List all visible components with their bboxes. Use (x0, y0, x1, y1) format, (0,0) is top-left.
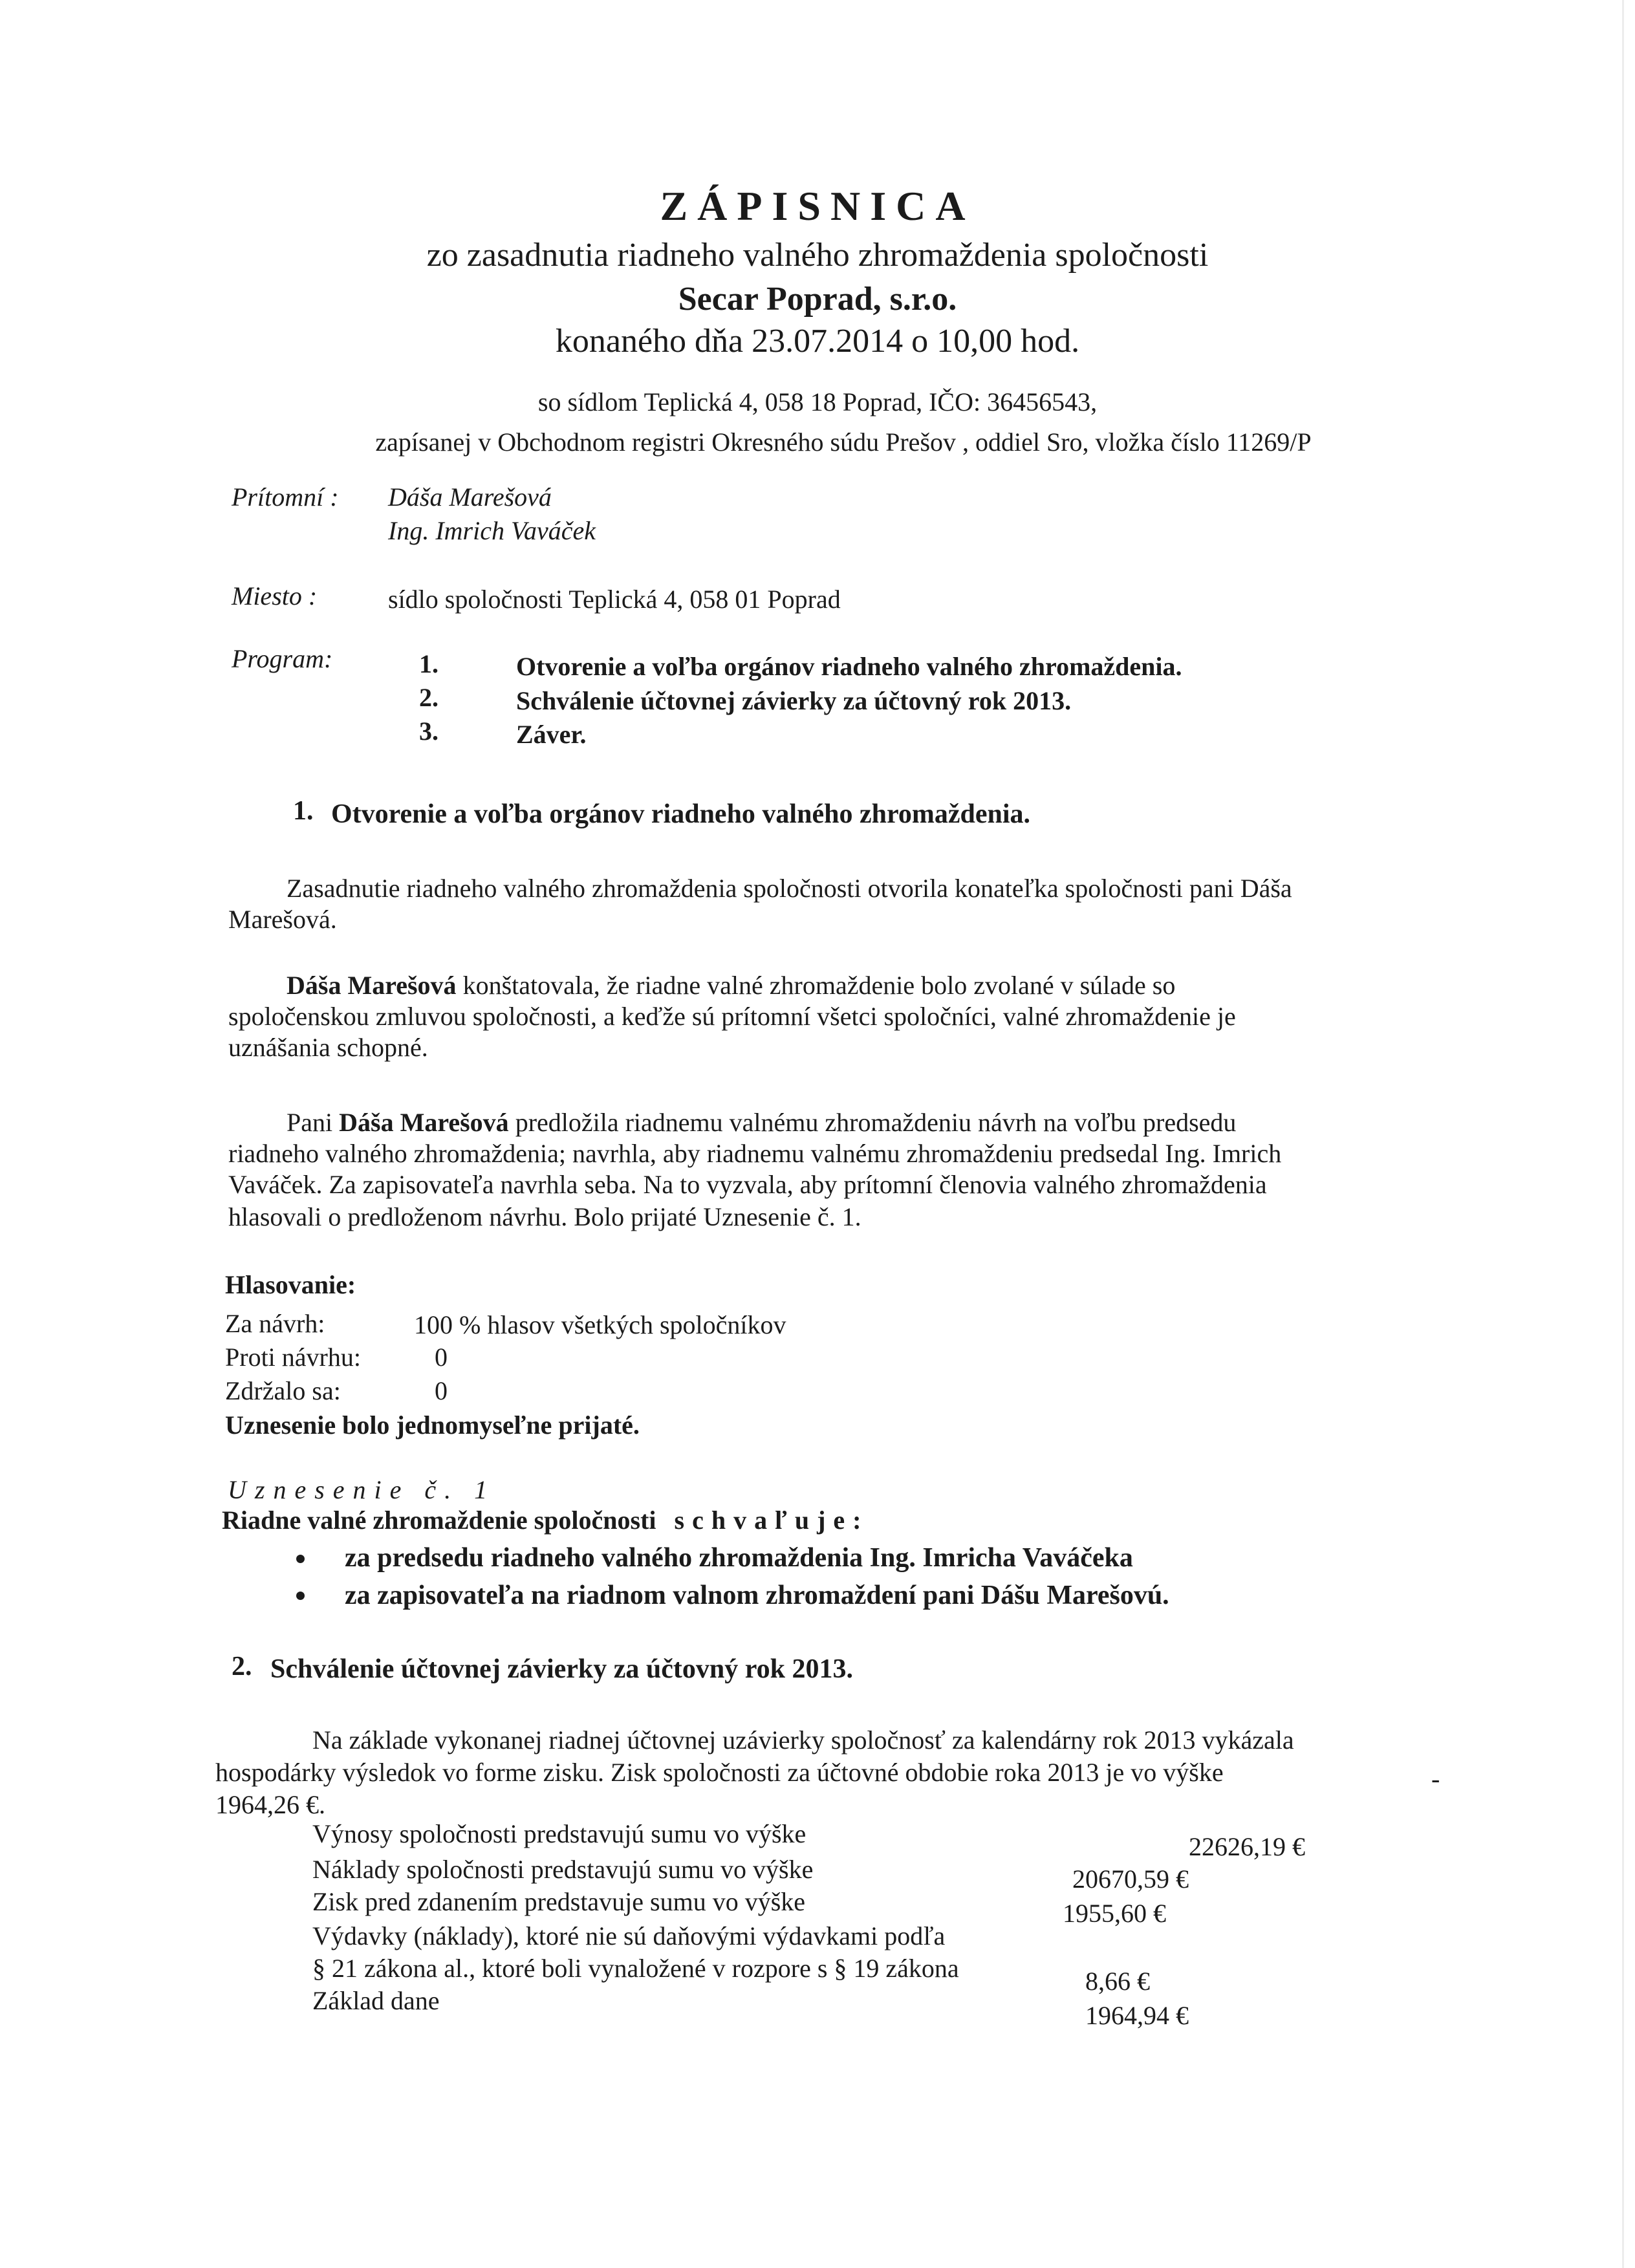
section2-dash: - (1431, 1764, 1440, 1793)
program-label: Program: (232, 644, 333, 673)
voting-title: Hlasovanie: (225, 1270, 356, 1299)
section1-paragraph-line: hlasovali o predloženom návrhu. Bolo prijaté Uznesenie č. 1. (228, 1202, 861, 1231)
section1-paragraph-line: spoločenskou zmluvou spoločnosti, a keďže sú prítomní všetci spoločníci, valné zhromaždenie je (228, 1002, 1236, 1031)
company-name: Secar Poprad, s.r.o. (678, 281, 957, 318)
bullet-icon (296, 1592, 305, 1600)
person-name: Dáša Marešová (287, 971, 457, 1000)
vote-against-label: Proti návrhu: (225, 1343, 361, 1372)
section2-number: 2. (232, 1652, 252, 1681)
attendee-name: Dáša Marešová (388, 482, 552, 512)
registry-line: zapísanej v Obchodnom registri Okresného súdu Prešov , oddiel Sro, vložka číslo 11269/P (375, 427, 1312, 457)
section1-paragraph-line: riadneho valného zhromaždenia; navrhla, aby riadnemu valnému zhromaždeniu predsedal Ing. Imrich (228, 1139, 1282, 1168)
resolution-intro: Riadne valné zhromaždenie spoločnosti schvaľuje: (222, 1506, 869, 1535)
section1-paragraph-line: uznášania schopné. (228, 1033, 428, 1062)
resolution-bullet: za predsedu riadneho valného zhromaždenia Ing. Imricha Vaváčeka (345, 1543, 1133, 1573)
section1-paragraph-line: Vaváček. Za zapisovateľa navrhla seba. Na to vyzvala, aby prítomní členovia valného zhromaždenia (228, 1170, 1267, 1199)
resolution-verb: schvaľuje: (674, 1506, 869, 1535)
section1-paragraph-line: Dáša Marešová konštatovala, že riadne valné zhromaždenie bolo zvolané v súlade so (287, 971, 1176, 1000)
vote-abstain-label: Zdržalo sa: (225, 1376, 341, 1405)
financial-row-label: § 21 zákona al., ktoré boli vynaložené v rozpore s § 19 zákona (312, 1954, 959, 1983)
program-item-text: Schválenie účtovnej závierky za účtovný rok 2013. (516, 686, 1072, 715)
section2-paragraph-line: 1964,26 €. (215, 1790, 325, 1819)
seat-line: so sídlom Teplická 4, 058 18 Poprad, IČO: 36456543, (537, 387, 1098, 416)
financial-row-value: 8,66 € (1085, 1967, 1150, 1996)
resolution-title: Uznesenie č. 1 (228, 1475, 496, 1504)
attendee-name: Ing. Imrich Vaváček (388, 516, 596, 545)
section1-paragraph-line: Marešová. (228, 905, 337, 934)
document-subtitle: zo zasadnutia riadneho valného zhromaždenia spoločnosti (426, 237, 1209, 274)
attendees-label: Prítomní : (232, 482, 339, 512)
resolution-bullet: za zapisovateľa na riadnom valnom zhromaždení pani Dášu Marešovú. (345, 1581, 1169, 1610)
program-item-text: Záver. (516, 720, 587, 749)
voting-result: Uznesenie bolo jednomyseľne prijaté. (225, 1410, 640, 1440)
financial-row-label: Výnosy spoločnosti predstavujú sumu vo výške (312, 1819, 807, 1848)
financial-row-value: 1964,94 € (1085, 2001, 1189, 2030)
financial-row-value: 1955,60 € (1063, 1899, 1166, 1928)
section1-number: 1. (293, 796, 314, 826)
financial-row-label: Zisk pred zdanením predstavuje sumu vo výške (312, 1887, 806, 1916)
program-item-number: 2. (419, 683, 439, 712)
section2-paragraph-line: Na základe vykonanej riadnej účtovnej uzávierky spoločnosť za kalendárny rok 2013 vykázala (312, 1725, 1294, 1755)
meeting-date: konaného dňa 23.07.2014 o 10,00 hod. (555, 323, 1080, 360)
section1-paragraph-line: Zasadnutie riadneho valného zhromaždenia spoločnosti otvorila konateľka spoločnosti pani Dáša (287, 874, 1292, 903)
vote-for-value: 100 % hlasov všetkých spoločníkov (414, 1310, 786, 1339)
section1-paragraph-line: Pani Dáša Marešová predložila riadnemu valnému zhromaždeniu návrh na voľbu predsedu (287, 1108, 1237, 1137)
place-label: Miesto : (232, 581, 318, 610)
financial-row-label: Výdavky (náklady), ktoré nie sú daňovými výdavkami podľa (312, 1921, 946, 1950)
program-item-number: 1. (419, 649, 439, 678)
financial-row-label: Základ dane (312, 1986, 440, 2015)
financial-row-label: Náklady spoločnosti predstavujú sumu vo výške (312, 1855, 814, 1884)
vote-for-label: Za návrh: (225, 1309, 325, 1338)
section1-heading: Otvorenie a voľba orgánov riadneho valného zhromaždenia. (331, 799, 1030, 829)
place-value: sídlo spoločnosti Teplická 4, 058 01 Poprad (388, 585, 841, 614)
section2-heading: Schválenie účtovnej závierky za účtovný rok 2013. (270, 1654, 853, 1684)
financial-row-value: 22626,19 € (1189, 1832, 1305, 1861)
vote-abstain-value: 0 (435, 1376, 448, 1405)
person-name: Dáša Marešová (339, 1108, 509, 1137)
document-title: ZÁPISNICA (660, 183, 975, 229)
section2-paragraph-line: hospodárky výsledok vo forme zisku. Zisk spoločnosti za účtovné obdobie roka 2013 je vo výške (215, 1758, 1224, 1787)
financial-row-value: 20670,59 € (1072, 1864, 1189, 1894)
program-item-text: Otvorenie a voľba orgánov riadneho valného zhromaždenia. (516, 652, 1182, 681)
program-item-number: 3. (419, 717, 439, 746)
vote-against-value: 0 (435, 1343, 448, 1372)
bullet-icon (296, 1555, 305, 1563)
